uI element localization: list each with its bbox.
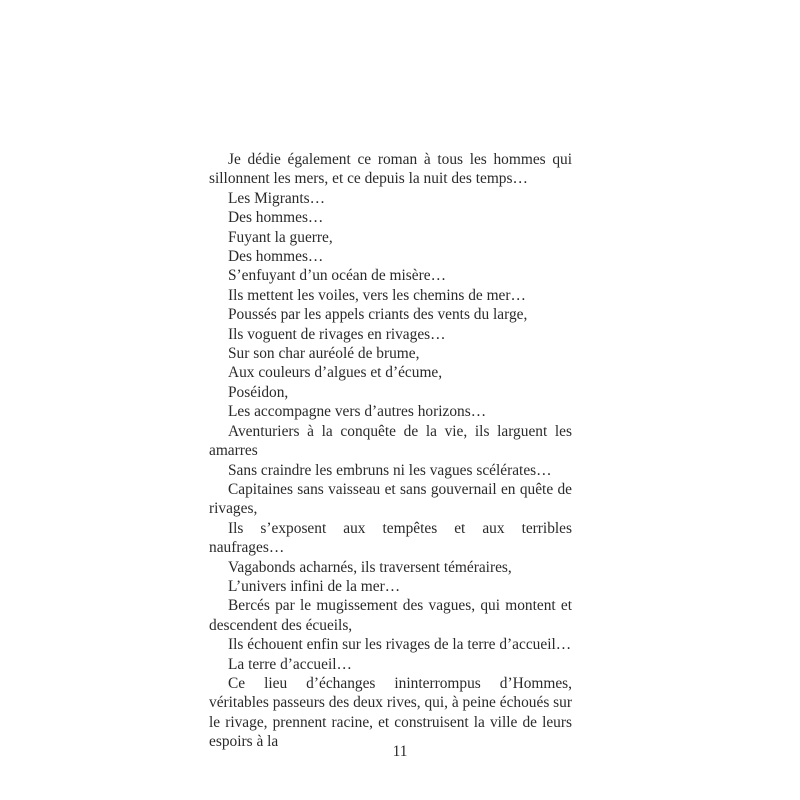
paragraph: Sans craindre les embruns ni les vagues scélérates… [228, 461, 552, 479]
paragraph: Ils voguent de rivages en rivages… [228, 325, 446, 343]
paragraph: L’univers infini de la mer… [228, 577, 401, 595]
paragraph: Les accompagne vers d’autres horizons… [228, 403, 487, 421]
body-text [209, 150, 572, 752]
paragraph: Je dédie également ce roman à tous les hommes qui sillonnent les mers, et ce depuis la nuit des temps… [209, 151, 572, 188]
paragraph: La terre d’accueil… [228, 655, 352, 673]
paragraph: Aventuriers à la conquête de la vie, ils larguent les amarres [209, 422, 572, 460]
paragraph: Capitaines sans vaisseau et sans gouvernail en quête de rivages, [209, 480, 572, 518]
paragraph: Poussés par les appels criants des vents du large, [228, 306, 528, 324]
paragraph: Sur son char auréolé de brume, [228, 345, 420, 363]
page-number: 11 [392, 743, 408, 760]
paragraph: Ils mettent les voiles, vers les chemins de mer… [228, 286, 526, 304]
paragraph: Ce lieu d’échanges ininterrompus d’Hommes, véritables passeurs des deux rives, qui, à peine échoués sur le rivage, prennent racine, et construisent la ville de leurs espoirs à la [209, 674, 572, 751]
paragraph: Fuyant la guerre, [228, 228, 333, 246]
paragraph: Poséidon, [228, 383, 289, 401]
paragraph: Ils échouent enfin sur les rivages de la terre d’accueil… [228, 636, 572, 654]
paragraph: S’enfuyant d’un océan de misère… [228, 267, 446, 285]
paragraph: Des hommes… [228, 248, 324, 266]
paragraph: Les Migrants… [228, 189, 326, 207]
paragraph: Des hommes… [228, 209, 324, 227]
paragraph: Ils s’exposent aux tempêtes et aux terribles naufrages… [209, 519, 572, 557]
paragraph: Aux couleurs d’algues et d’écume, [228, 364, 443, 382]
paragraph: Bercés par le mugissement des vagues, qui montent et descendent des écueils, [209, 597, 572, 634]
paragraph: Vagabonds acharnés, ils traversent téméraires, [228, 558, 512, 576]
